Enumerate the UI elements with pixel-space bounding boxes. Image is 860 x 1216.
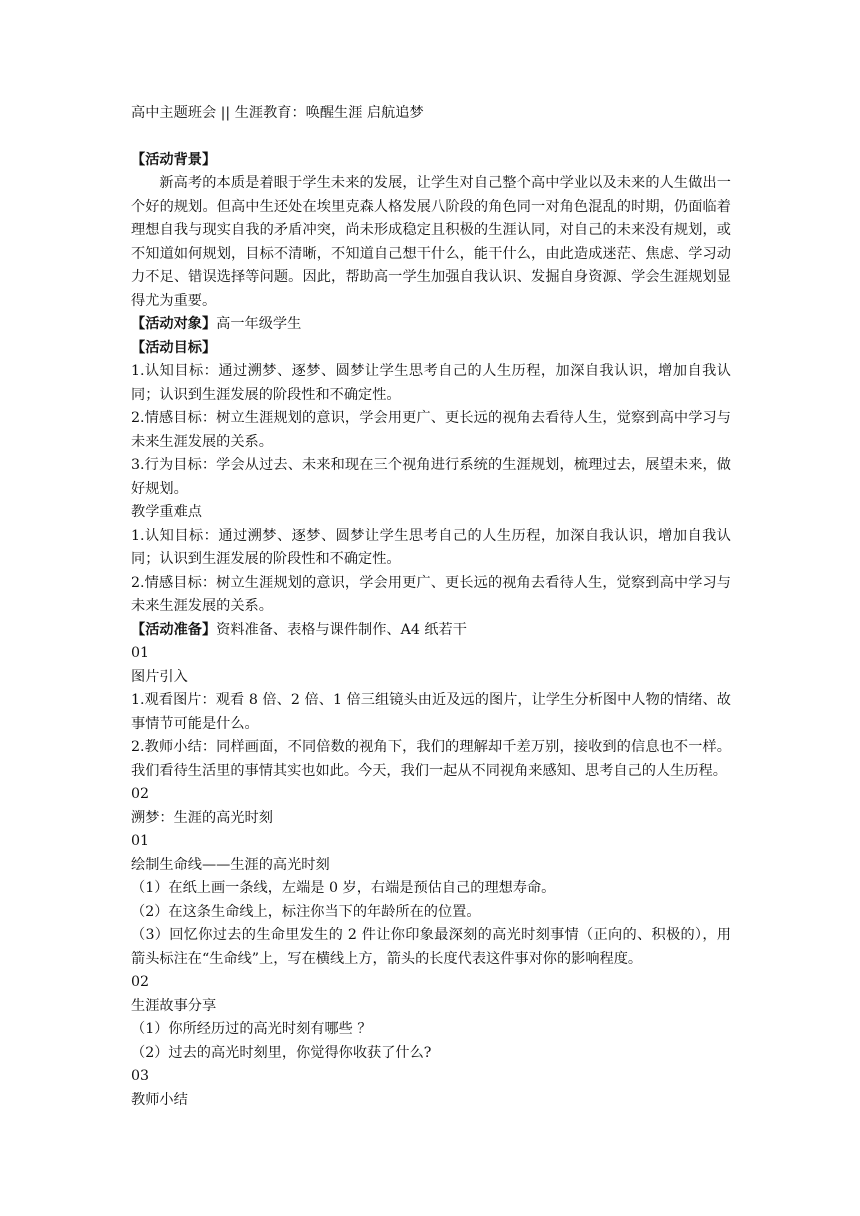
subsection-number: 03 (131, 1068, 150, 1084)
prep-label: 【活动准备】 (131, 621, 217, 638)
target-label: 【活动对象】 (131, 316, 217, 332)
list-item: （2）在这条生命线上，标注你当下的年龄所在的位置。 (131, 903, 481, 920)
goal-item: 2.情感目标：树立生涯规划的意识，学会用更广、更长远的视角去看待人生，觉察到高中学习与未来生涯发展的关系。 (131, 410, 731, 450)
list-item: 1.观看图片：观看 8 倍、2 倍、1 倍三组镜头由近及远的图片，让学生分析图中人物的情绪、故事情节可能是什么。 (131, 692, 731, 732)
list-item: （1）在纸上画一条线，左端是 0 岁，右端是预估自己的理想寿命。 (131, 880, 556, 896)
document-page (131, 102, 731, 1112)
goal-item: 3.行为目标：学会从过去、未来和现在三个视角进行系统的生涯规划，梳理过去，展望未来，做好规划。 (131, 457, 731, 497)
document-title: 高中主题班会 || 生涯教育：唤醒生涯 启航追梦 (131, 105, 424, 121)
background-heading: 【活动背景】 (131, 151, 217, 168)
target-line (131, 313, 731, 337)
section-title: 图片引入 (131, 668, 188, 685)
keypoint-item: 1.认知目标：通过溯梦、逐梦、圆梦让学生思考自己的人生历程，加深自我认识，增加自我认同；认识到生涯发展的阶段性和不确定性。 (131, 527, 731, 567)
subsection-title: 生涯故事分享 (131, 997, 217, 1014)
subsection-title: 绘制生命线——生涯的高光时刻 (131, 856, 330, 873)
goals-heading: 【活动目标】 (131, 339, 217, 356)
section-title: 溯梦：生涯的高光时刻 (131, 809, 273, 826)
list-item: （3）回忆你过去的生命里发生的 2 件让你印象最深刻的高光时刻事情（正向的、积极的），用箭头标注在“生命线”上，写在横线上方，箭头的长度代表这件事对你的影响程度。 (131, 927, 731, 967)
goal-item: 1.认知目标：通过溯梦、逐梦、圆梦让学生思考自己的人生历程，加深自我认识，增加自我认同；认识到生涯发展的阶段性和不确定性。 (131, 363, 731, 403)
subsection-number: 01 (131, 833, 150, 849)
keypoints-heading: 教学重难点 (131, 504, 202, 520)
keypoint-item: 2.情感目标：树立生涯规划的意识，学会用更广、更长远的视角去看待人生，觉察到高中学习与未来生涯发展的关系。 (131, 574, 731, 614)
background-paragraph: 新高考的本质是着眼于学生未来的发展，让学生对自己整个高中学业以及未来的人生做出一个好的规划。但高中生还处在埃里克森人格发展八阶段的角色同一对角色混乱的时期，仍面临着理想自我与现实自我的矛盾冲突，尚未形成稳定且积极的生涯认同，对自己的未来没有规划，或不知道如何规划，目标不清晰，不知道自己想干什么，能干什么，由此造成迷茫、焦虑、学习动力不足、错误选择等问题。因此，帮助高一学生加强自我认识、发掘自身资源、学会生涯规划显得尤为重要。 (131, 175, 731, 309)
prep-line (131, 619, 731, 643)
prep-value: 资料准备、表格与课件制作、A4 纸若干 (216, 621, 467, 638)
subsection-title: 教师小结 (131, 1091, 188, 1108)
section-number: 02 (131, 786, 150, 802)
list-item: （1）你所经历过的高光时刻有哪些 ？ (131, 1021, 372, 1037)
target-value: 高一年级学生 (216, 316, 302, 332)
list-item: （2）过去的高光时刻里，你觉得你收获了什么? (131, 1044, 432, 1061)
list-item: 2.教师小结：同样画面，不同倍数的视角下，我们的理解却千差万别，接收到的信息也不一样。我们看待生活里的事情其实也如此。今天，我们一起从不同视角来感知、思考自己的人生历程。 (131, 739, 731, 779)
section-number: 01 (131, 645, 150, 661)
subsection-number: 02 (131, 974, 150, 990)
